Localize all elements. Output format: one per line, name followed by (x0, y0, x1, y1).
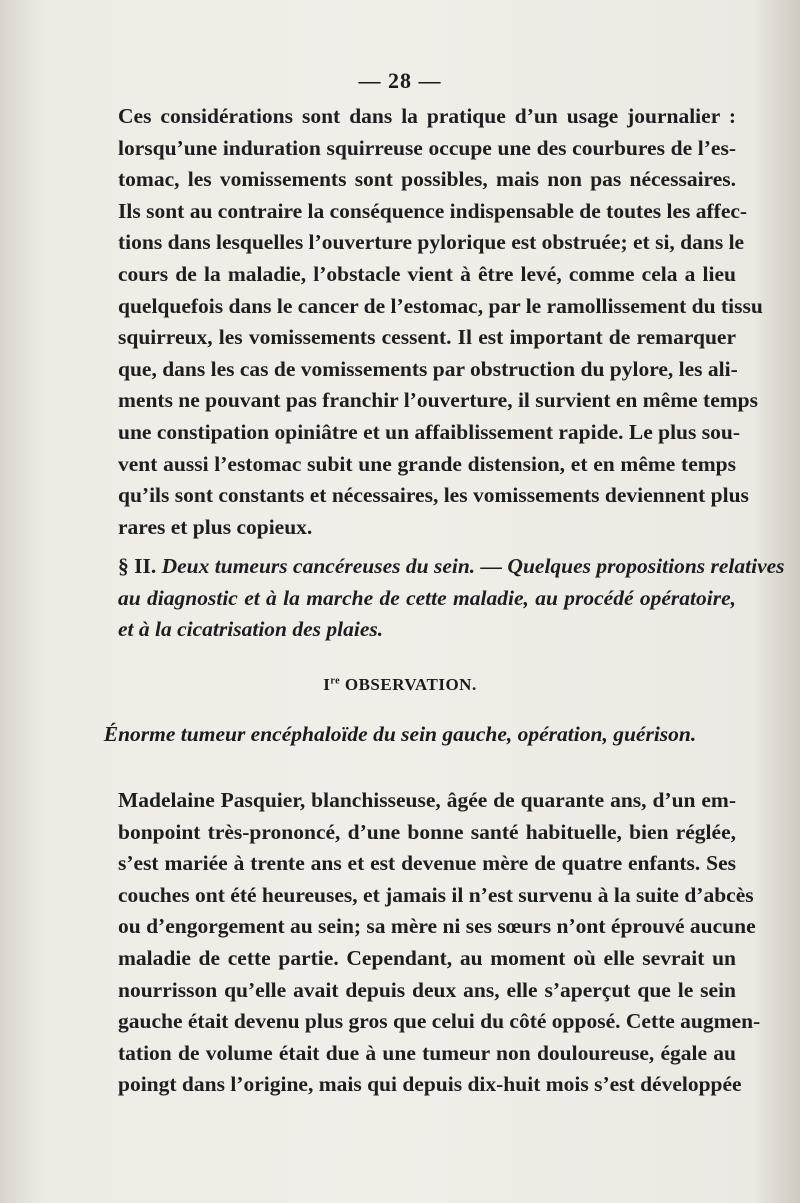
text-line: tomac, les vomissements sont possibles, mais non pas nécessaires. (118, 167, 736, 192)
text-line: tions dans lesquelles l’ouverture pylorique est obstruée; et si, dans le (118, 230, 745, 255)
section-line (118, 551, 785, 583)
text-line: Ils sont au contraire la conséquence indispensable de toutes les affec- (118, 198, 748, 223)
observation-heading (0, 675, 800, 695)
section-number: § II. (118, 554, 157, 578)
section-line: au diagnostic et à la marche de cette maladie, au procédé opératoire, (118, 585, 736, 610)
paragraph-1 (118, 101, 763, 543)
text-line: ments ne pouvant pas franchir l’ouverture, il survient en même temps (118, 388, 758, 413)
observation-number: I (323, 675, 331, 694)
paragraph-2 (118, 785, 761, 1101)
text-line: s’est mariée à trente ans et est devenue mère de quatre enfants. Ses (118, 851, 736, 876)
text-line: tation de volume était due à une tumeur non douloureuse, égale au (118, 1040, 736, 1065)
section-title-part: Deux tumeurs cancéreuses du sein. — Quelques propositions relatives (161, 554, 785, 578)
text-line: lorsqu’une induration squirreuse occupe une des courbures de l’es- (118, 135, 736, 160)
page-number: — 28 — (358, 68, 442, 93)
text-line: bonpoint très-prononcé, d’une bonne santé habituelle, bien réglée, (118, 819, 736, 844)
text-line: vent aussi l’estomac subit une grande distension, et en même temps (118, 451, 736, 476)
observation-ordinal: re (330, 675, 341, 687)
text-line: quelquefois dans le cancer de l’estomac, par le ramollissement du tissu (118, 293, 763, 318)
text-line: une constipation opiniâtre et un affaiblissement rapide. Le plus sou- (118, 419, 740, 444)
text-line: cours de la maladie, l’obstacle vient à être levé, comme cela a lieu (118, 261, 736, 286)
text-line: gauche était devenu plus gros que celui du côté opposé. Cette augmen- (118, 1009, 761, 1034)
section-heading (118, 551, 785, 646)
observation-title: Énorme tumeur encéphaloïde du sein gauche, opération, guérison. (103, 722, 697, 746)
observation-label: OBSERVATION. (344, 675, 477, 694)
text-line: nourrisson qu’elle avait depuis deux ans, elle s’aperçut que le sein (118, 977, 736, 1002)
text-line: ou d’engorgement au sein; sa mère ni ses sœurs n’ont éprouvé aucune (118, 914, 756, 939)
text-line: que, dans les cas de vomissements par obstruction du pylore, les ali- (118, 356, 738, 381)
section-line: et à la cicatrisation des plaies. (118, 617, 384, 642)
text-line: poingt dans l’origine, mais qui depuis dix-huit mois s’est développée (118, 1072, 742, 1097)
text-line: Ces considérations sont dans la pratique d’un usage journalier : (118, 104, 736, 128)
text-line: maladie de cette partie. Cependant, au moment où elle sevrait un (118, 945, 736, 970)
text-line: rares et plus copieux. (118, 514, 313, 539)
text-line: qu’ils sont constants et nécessaires, les vomissements deviennent plus (118, 483, 749, 508)
text-line: couches ont été heureuses, et jamais il n’est survenu à la suite d’abcès (118, 882, 754, 907)
text-line: Madelaine Pasquier, blanchisseuse, âgée de quarante ans, d’un em- (118, 788, 736, 812)
text-line: squirreux, les vomissements cessent. Il est important de remarquer (118, 325, 736, 350)
